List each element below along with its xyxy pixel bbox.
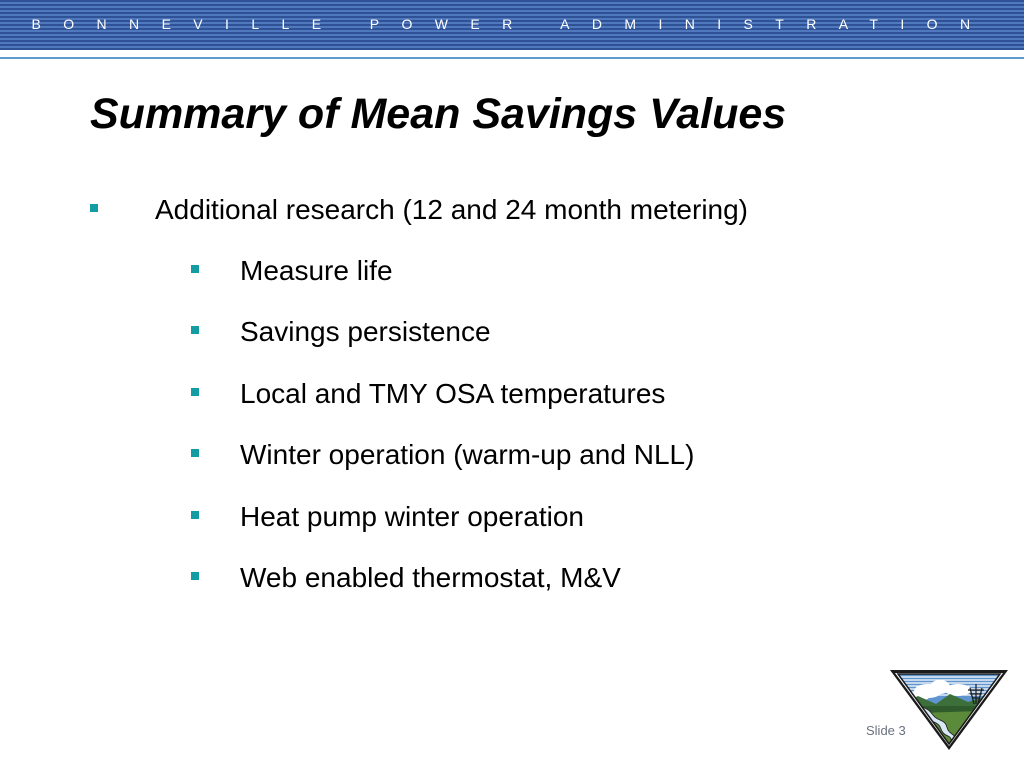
organization-name: BONNEVILLE POWER ADMINISTRATION bbox=[31, 16, 993, 32]
sub-bullet-item: Savings persistence bbox=[240, 316, 491, 347]
sub-bullet-item: Winter operation (warm-up and NLL) bbox=[240, 439, 695, 470]
sub-bullet-item: Local and TMY OSA temperatures bbox=[240, 378, 666, 409]
sub-bullet-item: Measure life bbox=[240, 255, 393, 286]
sub-bullet-item: Heat pump winter operation bbox=[240, 501, 584, 532]
bullet-square-icon bbox=[191, 449, 199, 457]
sub-bullet-item: Web enabled thermostat, M&V bbox=[240, 562, 621, 593]
slide-title: Summary of Mean Savings Values bbox=[90, 90, 787, 138]
bullet-square-icon bbox=[191, 265, 199, 273]
bullet-square-icon bbox=[191, 388, 199, 396]
slide-number: Slide 3 bbox=[866, 723, 906, 738]
bullet-square-icon bbox=[191, 572, 199, 580]
header-band bbox=[0, 0, 1024, 50]
bullet-item: Additional research (12 and 24 month metering) bbox=[155, 194, 749, 225]
bpa-logo-icon bbox=[888, 666, 1010, 752]
bullet-square-icon bbox=[90, 204, 98, 212]
header-divider bbox=[0, 57, 1024, 59]
bullet-square-icon bbox=[191, 326, 199, 334]
bullet-square-icon bbox=[191, 511, 199, 519]
